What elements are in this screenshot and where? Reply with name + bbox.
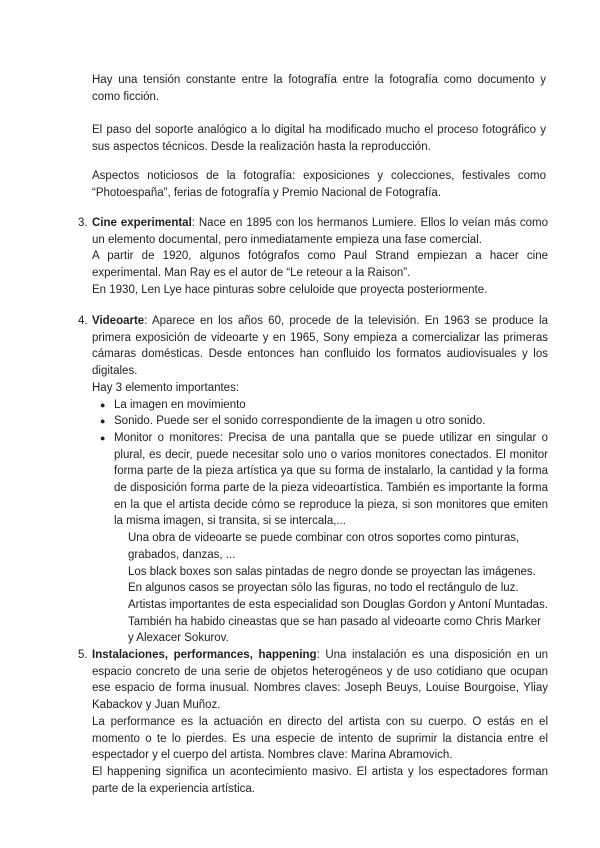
section-title: Instalaciones, performances, happening xyxy=(92,649,317,661)
list-item: ● Monitor o monitores: Precisa de una pantalla que se puede utilizar en singular o plural, es decir, puede necesitar solo uno o varios monitores conectados. El monitor forma parte de la pieza artística ya que su forma de instalarlo, la cantidad y la forma de disposición forma parte de la pieza videoartística. También es importante la forma en la que el artista decide cómo se reproduce la pieza, si son monitores que emiten la misma imagen, si transita, si se intercala,... xyxy=(100,431,548,528)
list-item-videoarte: 4. Videoarte: Aparece en los años 60, procede de la televisión. En 1963 se produce la primera exposición de videoarte y en 1965, Sony empieza a comercializar las primeras cámaras domésticas. Desde entonces han confluido los formatos audiovisuales y los digitales. Hay 3 elemento importantes: ● La imagen en movimiento ● Sonido. Puede ser el sonido correspondiente de la imagen u otro sonido. ● Monitor o monitores: Precisa de una pantalla que se puede utilizar en singular o plural, es decir, puede necesitar solo uno o varios monitores conectados. El monitor forma parte de la pieza artística ya que su forma de instalarlo, la cantidad y la forma de disposición forma parte de la pieza videoartística. También es importante la forma en la que el artista decide cómo se reproduce la pieza, si son monitores que emiten la misma imagen, si transita, si se intercala,... Una obra de videoarte se puede combinar con otros soportes como pinturas, grabados, danzas, ... Los black boxes son salas pintadas de negro donde se proyectan las imágenes. En algunos casos se proyectan sólo las figuras, no todo el rectángulo de luz. Artistas importantes de esta especialidad son Douglas Gordon y Antoní Muntadas. También ha habido cineastas que se han pasado al videoarte como Chris Marker y Alexacer Sokurov. xyxy=(78,315,548,645)
intro-paragraph-2: El paso del soporte analógico a lo digital ha modificado mucho el proceso fotográfico y sus aspectos técnicos. Desde la realización hasta la reproducción. xyxy=(92,124,546,153)
intro-paragraph-1: Hay una tensión constante entre la fotografía entre la fotografía como documento y como ficción. xyxy=(92,74,546,103)
bullet-list xyxy=(78,397,548,531)
list-item-cine-experimental: 3. Cine experimental: Nace en 1895 con los hermanos Lumiere. Ellos lo veían más como un elemento documental, pero inmediatamente empieza una fase comercial. A partir de 1920, algunos fotógrafos como Paul Strand empiezan a hacer cine experimental. Man Ray es el autor de “Le reteour a la Raison”. En 1930, Len Lye hace pinturas sobre celuloide que proyecta posteriormente. xyxy=(78,217,548,296)
intro-paragraph-3: Aspectos noticiosos de la fotografía: exposiciones y colecciones, festivales como “Photoespaña”, ferias de fotografía y Premio Nacional de Fotografía. xyxy=(92,170,546,199)
list-number: 5. xyxy=(78,649,88,661)
list-number: 3. xyxy=(78,217,88,229)
section-title: Cine experimental xyxy=(92,217,192,229)
list-item: ● Sonido. Puede ser el sonido correspondiente de la imagen u otro sonido. xyxy=(78,413,548,430)
bullet-icon: ● xyxy=(100,416,106,427)
bullet-icon: ● xyxy=(100,432,106,443)
section-title: Videoarte xyxy=(92,315,145,327)
list-item-instalaciones: 5. Instalaciones, performances, happening: Una instalación es una disposición en un espacio concreto de una serie de objetos heterogéneos y de uso cotidiano que ocupan ese espacio de forma inusual. Nombres claves: Joseph Beuys, Louise Bourgoise, Yliay Kabackov y Juan Muñoz. La performance es la actuación en directo del artista con su cuerpo. O estás en el momento o te lo pierdes. Es una especie de intento de suprimir la distancia entre el espectador y el cuerpo del artista. Nombres clave: Marina Abramovich. El happening significa un acontecimiento masivo. El artista y los espectadores forman parte de la experiencia artística. xyxy=(78,649,548,795)
bullet-icon: ● xyxy=(100,399,106,410)
list-number: 4. xyxy=(78,315,88,327)
list-item: ● La imagen en movimiento xyxy=(78,397,548,414)
